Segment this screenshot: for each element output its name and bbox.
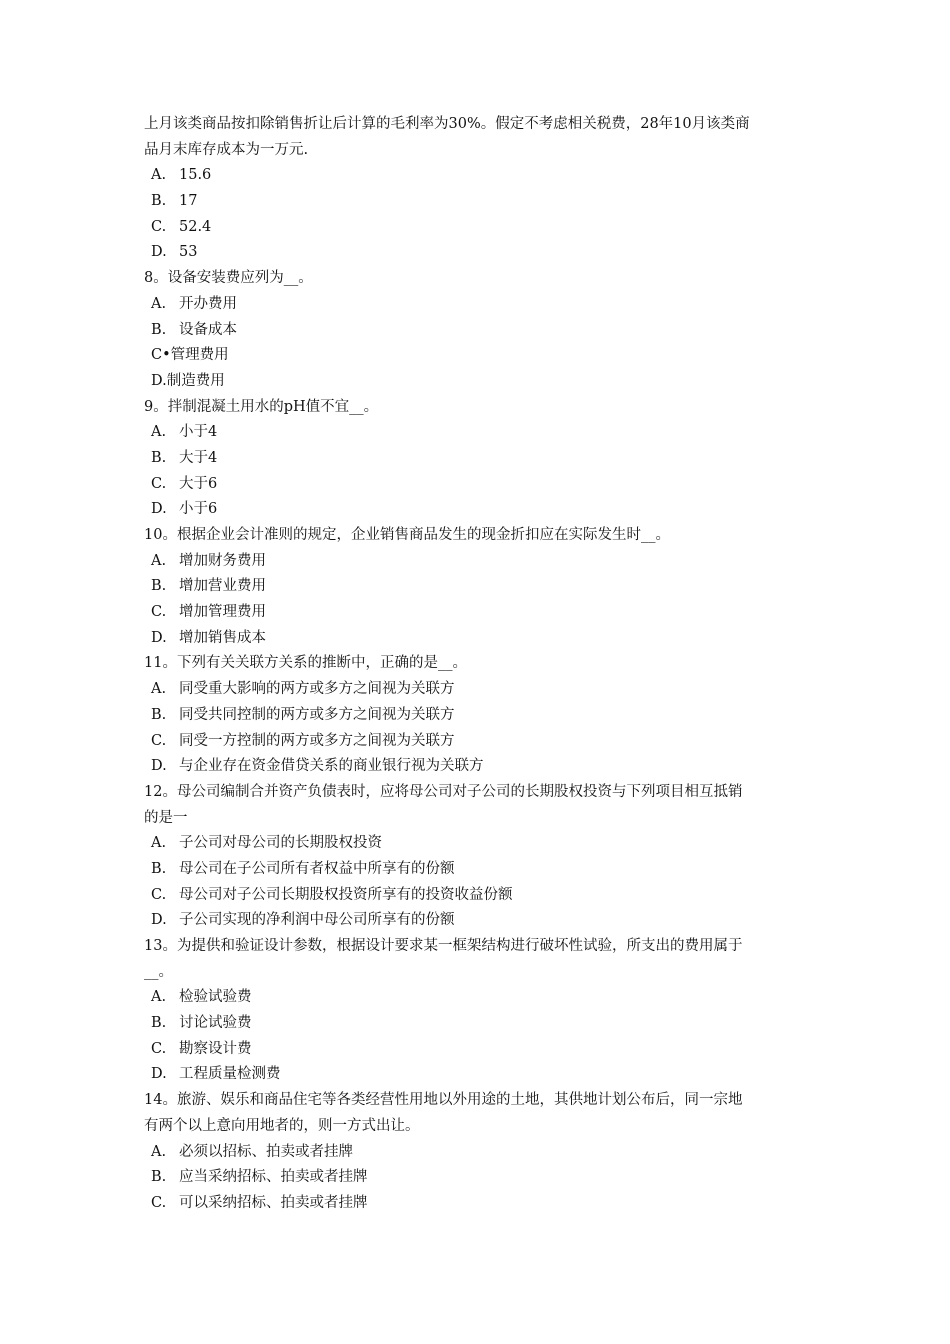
answer-option [144,831,804,857]
option-text: 管理费用 [170,347,229,364]
question-text-line: 13。为提供和验证设计参数，根据设计要求某一框架结构进行破坏性试验，所支出的费用属于 [144,938,743,954]
answer-option [144,626,804,652]
question-text-line: 10。根据企业会计准则的规定，企业销售商品发生的现金折扣应在实际发生时__。 [144,527,670,543]
answer-option [144,318,804,344]
option-letter: B. [151,1169,167,1186]
option-letter: D. [151,758,167,775]
answer-option [144,908,804,934]
answer-option [144,369,804,395]
answer-option [144,1011,804,1037]
option-letter: A. [151,681,167,698]
option-text: 同受重大影响的两方或多方之间视为关联方 [179,681,455,698]
option-text: 增加销售成本 [179,629,266,646]
option-letter: C. [151,1194,167,1211]
answer-option [144,1037,804,1063]
option-text: 工程质量检测费 [179,1066,281,1083]
option-letter: D. [151,501,167,518]
option-letter: B. [151,321,167,338]
option-letter: C. [151,604,167,621]
question-text-line: 12。母公司编制合并资产负债表时，应将母公司对子公司的长期股权投资与下列项目相互抵销 [144,783,743,800]
option-text: 增加营业费用 [179,578,266,595]
question-text-line: 11。下列有关关联方关系的推断中，正确的是__。 [144,655,467,672]
answer-option [144,754,804,780]
answer-option [144,883,804,909]
option-text: 开办费用 [179,295,237,312]
question-text-line: 8。设备安装费应列为__。 [144,270,313,287]
option-text: 可以采纳招标、拍卖或者挂牌 [179,1194,368,1211]
option-letter: B. [151,1015,167,1032]
option-text: 检验试验费 [179,989,252,1006]
option-letter: C. [151,475,167,492]
option-text: 同受共同控制的两方或多方之间视为关联方 [179,706,455,723]
option-letter: B. [151,578,167,595]
option-letter: D. [151,1066,167,1083]
answer-option [144,729,804,755]
option-text: 大于4 [179,449,218,466]
question-text-line: __。 [144,963,173,980]
option-text: 增加管理费用 [179,604,266,621]
answer-option [144,497,804,523]
option-letter: A. [151,295,167,312]
option-text: 勘察设计费 [179,1040,252,1057]
answer-option [144,857,804,883]
option-letter: A. [151,989,167,1006]
option-text: 制造费用 [166,372,225,389]
answer-option [144,292,804,318]
option-text: 设备成本 [179,321,237,338]
answer-option [144,189,804,215]
option-letter: B. [151,706,167,723]
option-text: 小于4 [179,424,218,441]
option-text: 小于6 [179,501,218,518]
answer-option [144,240,804,266]
option-letter: C• [151,347,171,364]
option-text: 必须以招标、拍卖或者挂牌 [179,1143,353,1160]
answer-option [144,600,804,626]
option-letter: C. [151,886,167,903]
question-text-line: 的是一 [144,809,188,826]
option-text: 同受一方控制的两方或多方之间视为关联方 [179,732,455,749]
option-letter: B. [151,193,167,210]
answer-option [144,472,804,498]
option-letter: C. [151,732,167,749]
option-letter: A. [151,1143,167,1160]
answer-option [144,677,804,703]
option-text: 母公司在子公司所有者权益中所享有的份额 [179,860,455,877]
answer-option [144,446,804,472]
option-text: 大于6 [179,475,218,492]
option-text: 53 [179,244,198,261]
option-text: 17 [179,193,198,210]
option-text: 子公司对母公司的长期股权投资 [179,835,382,852]
option-text: 讨论试验费 [179,1015,252,1032]
option-letter: A. [151,167,167,184]
answer-option [144,1062,804,1088]
option-text: 应当采纳招标、拍卖或者挂牌 [179,1169,368,1186]
option-text: 母公司对子公司长期股权投资所享有的投资收益份额 [179,886,513,903]
answer-option [144,574,804,600]
answer-option [144,215,804,241]
option-letter: A. [151,424,167,441]
option-text: 52.4 [179,218,212,235]
document-page [144,112,804,1217]
answer-option [144,343,804,369]
question-text-line: 品月末库存成本为一万元. [144,141,309,158]
question-text-line: 9。拌制混凝土用水的pH值不宜__。 [144,398,379,415]
answer-option [144,420,804,446]
option-letter: D. [151,372,167,389]
option-letter: D. [151,912,167,929]
option-letter: A. [151,552,167,569]
answer-option [144,985,804,1011]
answer-option [144,1140,804,1166]
answer-option [144,703,804,729]
option-letter: C. [151,218,167,235]
answer-option [144,1165,804,1191]
option-letter: B. [151,449,167,466]
option-letter: C. [151,1040,167,1057]
option-text: 15.6 [179,167,212,184]
option-letter: A. [151,835,167,852]
option-text: 与企业存在资金借贷关系的商业银行视为关联方 [179,758,484,775]
option-text: 增加财务费用 [179,552,266,569]
question-text-line: 有两个以上意向用地者的，则一方式出让。 [144,1117,420,1134]
option-text: 子公司实现的净利润中母公司所享有的份额 [179,912,455,929]
answer-option [144,549,804,575]
question-text-line: 上月该类商品按扣除销售折让后计算的毛利率为30%。假定不考虑相关税费，28年10月该类商 [144,116,750,132]
answer-option [144,1191,804,1217]
option-letter: D. [151,244,167,261]
answer-option [144,163,804,189]
option-letter: D. [151,629,167,646]
option-letter: B. [151,860,167,877]
question-text-line: 14。旅游、娱乐和商品住宅等各类经营性用地以外用途的土地，其供地计划公布后，同一宗地 [144,1092,743,1109]
